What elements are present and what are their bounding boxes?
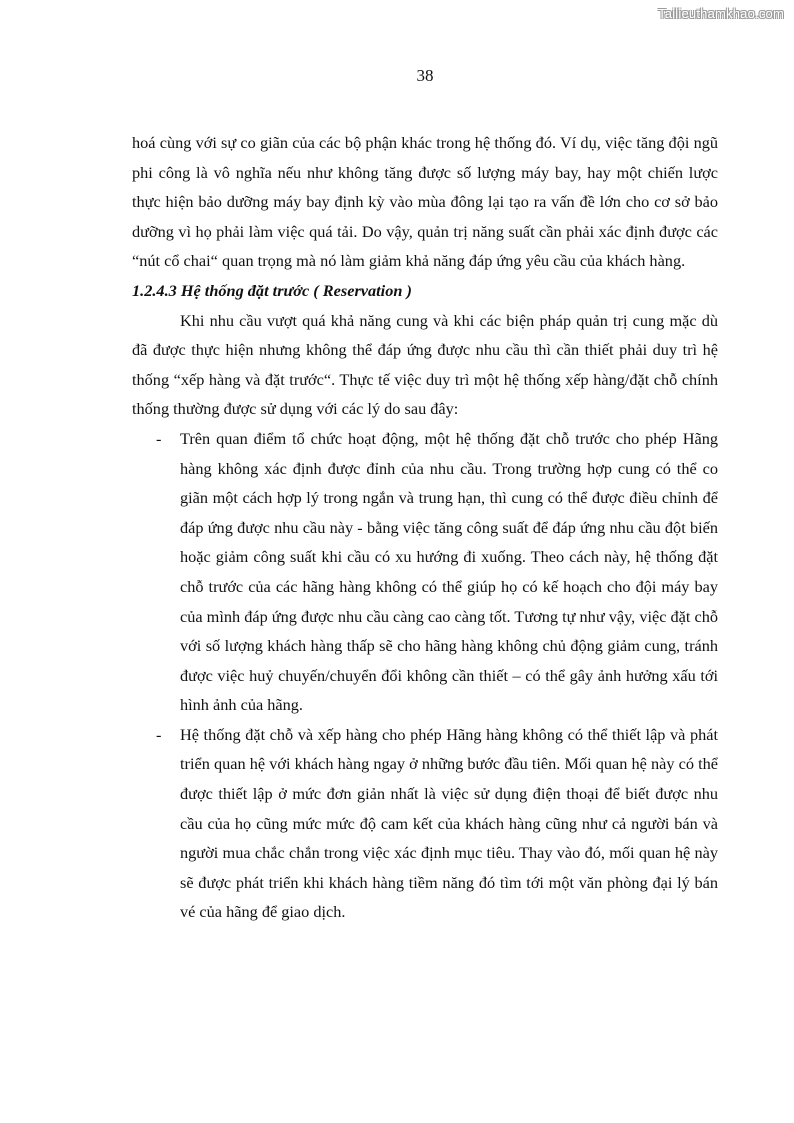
bullet-marker: - bbox=[156, 724, 162, 744]
list-item bbox=[132, 720, 718, 927]
watermark: Tailieuthamkhao.com bbox=[658, 6, 784, 21]
list-item bbox=[132, 424, 718, 720]
section-heading: 1.2.4.3 Hệ thống đặt trước ( Reservation ) bbox=[132, 280, 412, 300]
paragraph-intro: Khi nhu cầu vượt quá khả năng cung và khi các biện pháp quản trị cung mặc dù đã được thực hiện nhưng không thể đáp ứng được nhu cầu thì cần thiết phải duy trì hệ thống “xếp hàng và đặt trước“. Thực tế việc duy trì một hệ thống xếp hàng/đặt chỗ chính thống thường được sử dụng với các lý do sau đây: bbox=[132, 310, 718, 419]
paragraph-continuation: hoá cùng với sự co giãn của các bộ phận khác trong hệ thống đó. Ví dụ, việc tăng đội ngũ phi công là vô nghĩa nếu như không tăng được số lượng máy bay, hay một chiến lược thực hiện bảo dưỡng máy bay định kỳ vào mùa đông lại tạo ra vấn đề lớn cho cơ sở bảo dưỡng vì họ phải làm việc quá tải. Do vậy, quản trị năng suất cần phải xác định được các “nút cổ chai“ quan trọng mà nó làm giảm khả năng đáp ứng yêu cầu của khách hàng. bbox=[132, 133, 718, 271]
document-body bbox=[132, 128, 718, 927]
bullet-list bbox=[132, 424, 718, 927]
list-item-text: Trên quan điểm tổ chức hoạt động, một hệ thống đặt chỗ trước cho phép Hãng hàng không xác định được đỉnh của nhu cầu. Trong trường hợp cung có thể co giãn một cách hợp lý trong ngắn và trung hạn, thì cung có thể được điều chỉnh để đáp ứng được nhu cầu này - bằng việc tăng công suất để đáp ứng nhu cầu đột biến hoặc giảm công suất khi cầu có xu hướng đi xuống. Theo cách này, hệ thống đặt chỗ trước của các hãng hàng không có thể giúp họ có kế hoạch cho đội máy bay của mình đáp ứng được nhu cầu càng cao càng tốt. Tương tự như vậy, việc đặt chỗ với số lượng khách hàng thấp sẽ cho hãng hàng không chủ động giảm cung, tránh được việc huỷ chuyến/chuyển đổi không cần thiết – có thể gây ảnh hưởng xấu tới hình ảnh của hãng. bbox=[180, 428, 718, 715]
page-number: 38 bbox=[416, 66, 434, 85]
bullet-marker: - bbox=[156, 428, 162, 448]
list-item-text: Hệ thống đặt chỗ và xếp hàng cho phép Hãng hàng không có thể thiết lập và phát triển quan hệ với khách hàng ngay ở những bước đầu tiên. Mối quan hệ này có thể được thiết lập ở mức đơn giản nhất là việc sử dụng điện thoại để biết được nhu cầu của họ cũng mức mức độ cam kết của khách hàng cũng như cả người bán và người mua chắc chắn trong việc xác định mục tiêu. Thay vào đó, mối quan hệ này sẽ được phát triển khi khách hàng tiềm năng đó tìm tới một văn phòng đại lý bán vé của hãng để giao dịch. bbox=[180, 724, 718, 922]
